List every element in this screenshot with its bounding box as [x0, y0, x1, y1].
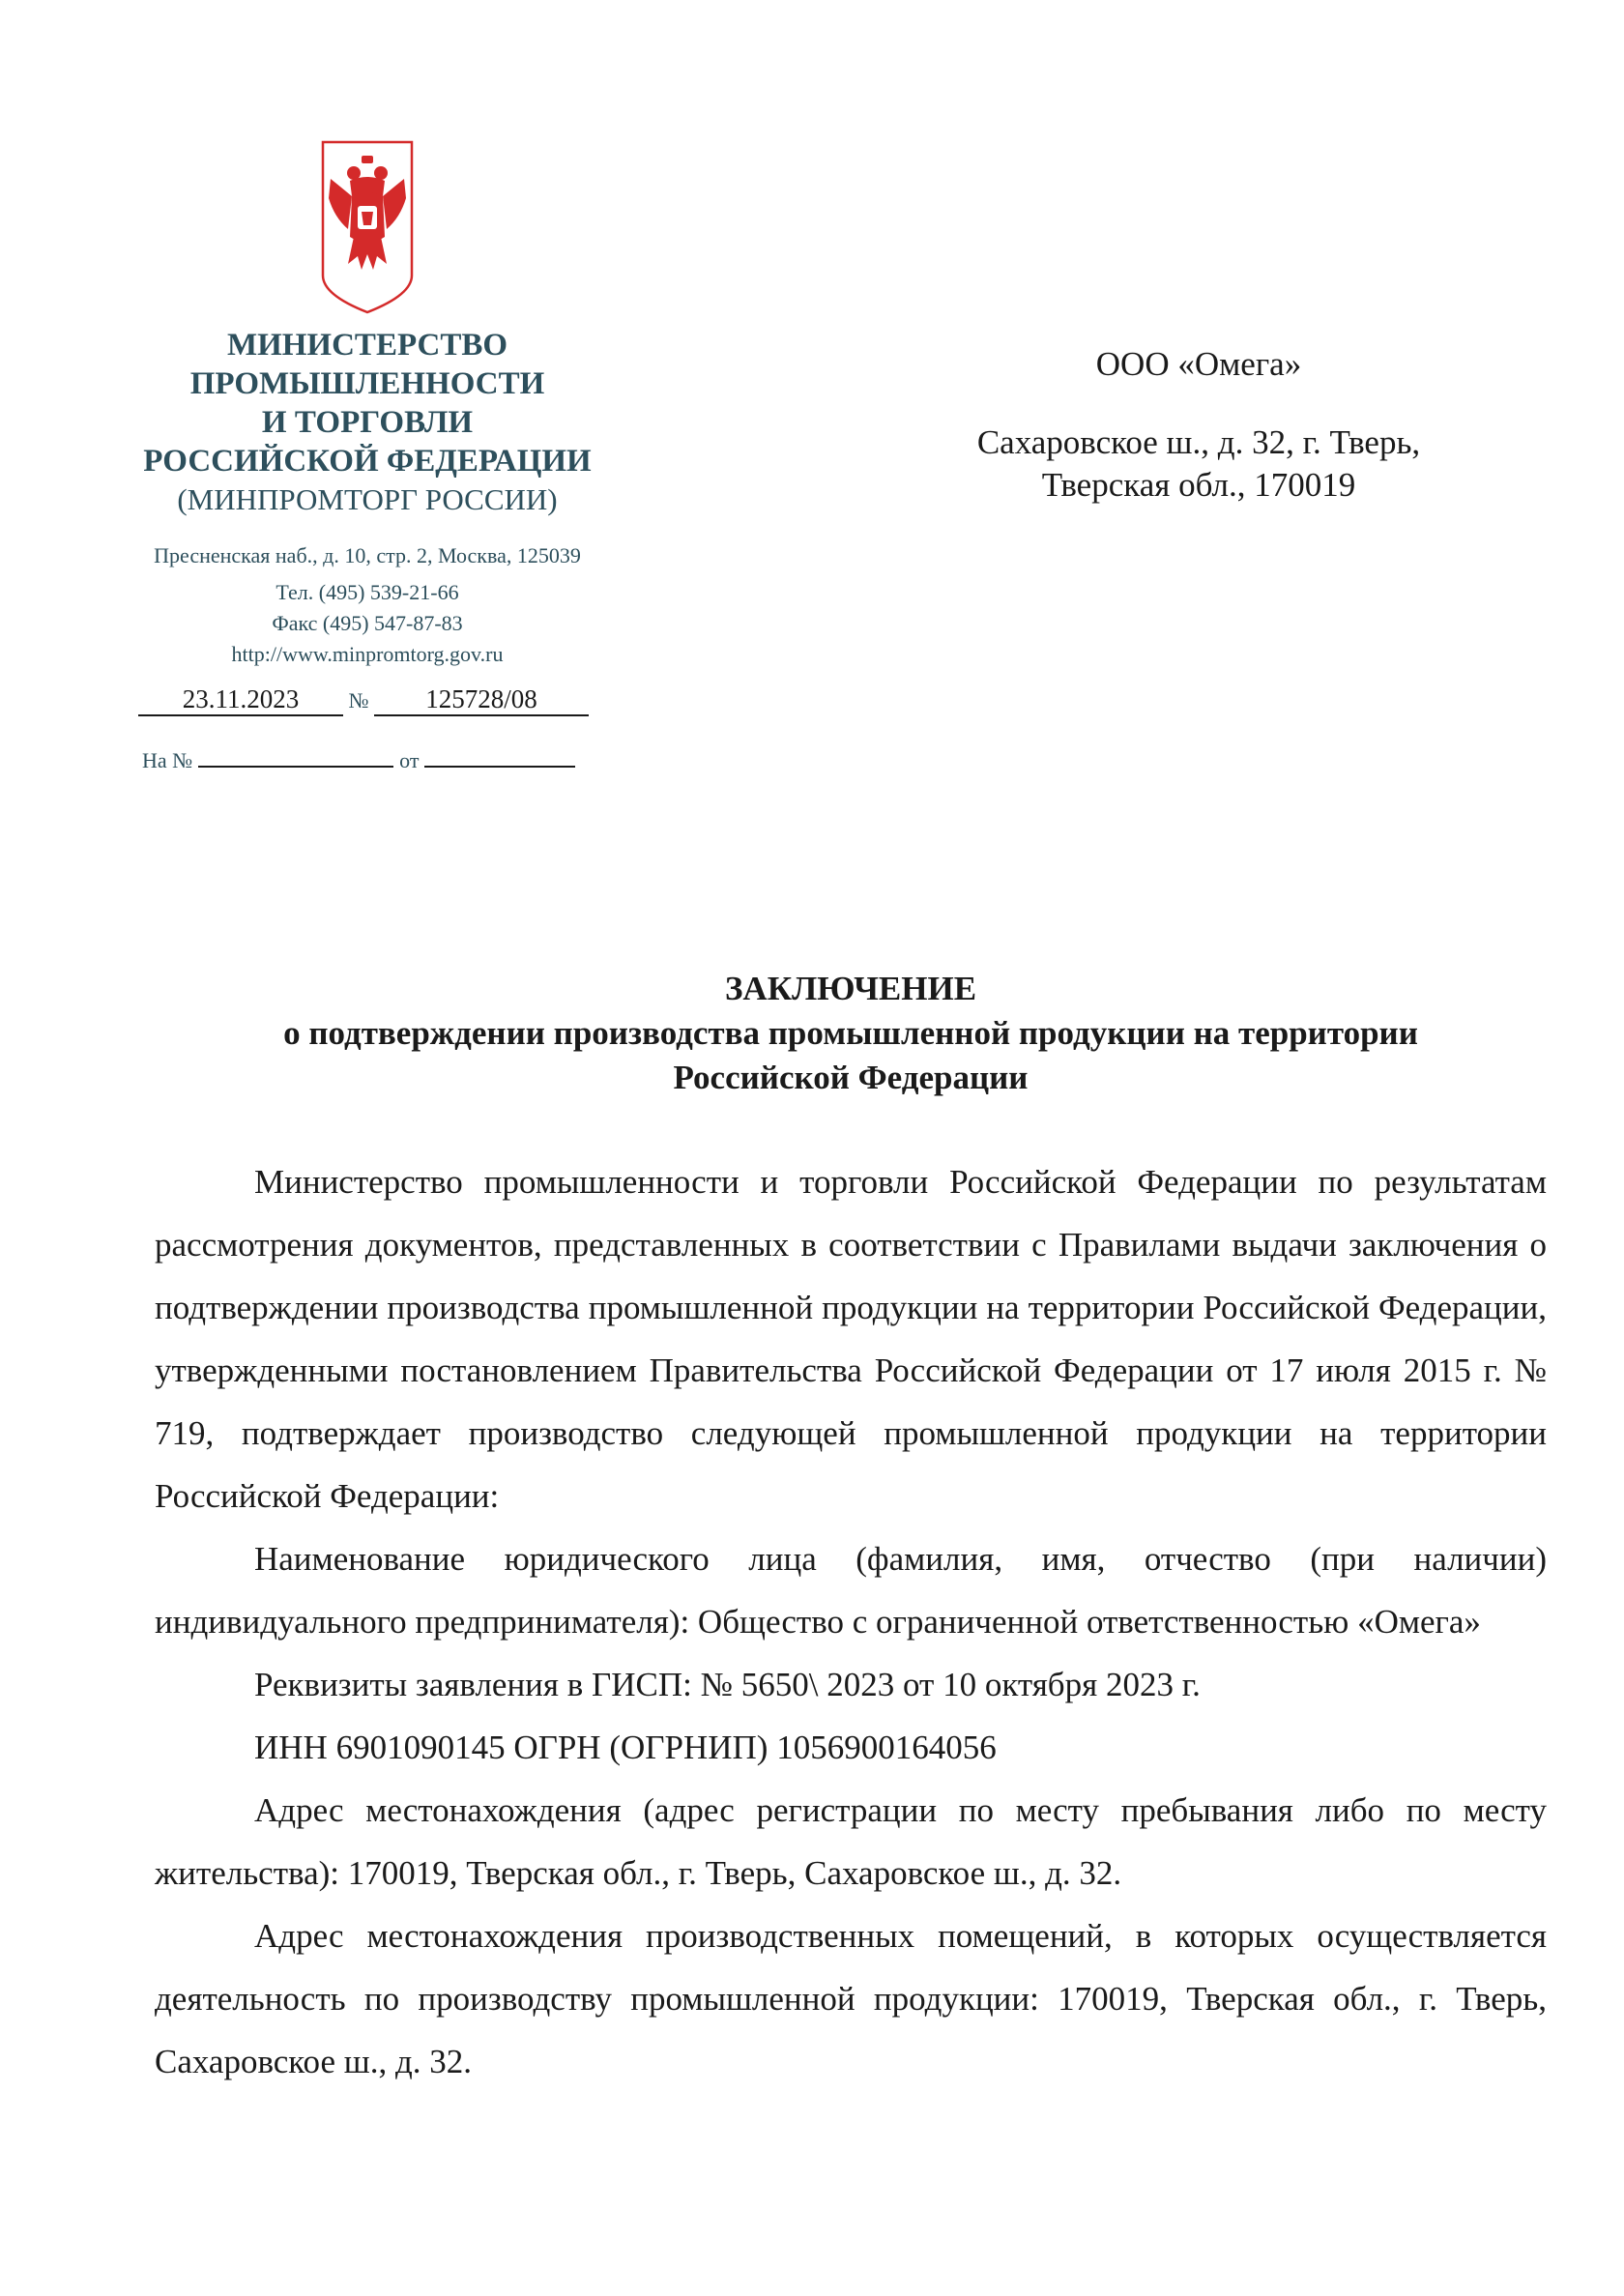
- document-body: [155, 1150, 1547, 2093]
- ministry-phone: Тел. (495) 539-21-66: [276, 580, 459, 604]
- title-subtitle: о подтверждении производства промышленной продукции на территории: [283, 1014, 1418, 1052]
- ministry-fax: Факс (495) 547-87-83: [272, 611, 463, 635]
- reference-label: На №: [142, 748, 193, 772]
- reference-from-label: от: [399, 748, 420, 772]
- recipient-name: ООО «Омега»: [1095, 345, 1302, 383]
- body-paragraph: Реквизиты заявления в ГИСП: № 5650\ 2023 от 10 октября 2023 г.: [254, 1666, 1201, 1703]
- reference-line: [142, 744, 575, 773]
- ministry-line: МИНИСТЕРСТВО: [226, 328, 508, 363]
- document-number: 125728/08: [374, 684, 589, 716]
- ministry-short-name: (МИНПРОМТОРГ РОССИИ): [177, 482, 558, 516]
- recipient-block: [909, 343, 1489, 507]
- recipient-address-line: Тверская обл., 170019: [1041, 466, 1356, 504]
- ministry-website: http://www.minpromtorg.gov.ru: [231, 642, 504, 666]
- ministry-name: [97, 326, 638, 519]
- body-paragraph: ИНН 6901090145 ОГРН (ОГРНИП) 1056900164056: [254, 1729, 997, 1766]
- reference-number-blank: [198, 744, 393, 768]
- letterhead: [97, 140, 638, 670]
- ministry-line: РОССИЙСКОЙ ФЕДЕРАЦИИ: [143, 444, 592, 479]
- document-title: [155, 967, 1547, 1100]
- recipient-address-line: Сахаровское ш., д. 32, г. Тверь,: [976, 423, 1421, 461]
- title-subtitle: Российской Федерации: [673, 1059, 1029, 1096]
- body-paragraph: Наименование юридического лица (фамилия, имя, отчество (при наличии) индивидуального предпринимателя): Общество с ограниченной ответственностью «Омега»: [155, 1540, 1547, 1641]
- registration-line: [138, 684, 589, 716]
- ministry-line: ПРОМЫШЛЕННОСТИ: [189, 366, 545, 401]
- ministry-contacts: [97, 540, 638, 670]
- reference-date-blank: [424, 744, 575, 768]
- title-main: ЗАКЛЮЧЕНИЕ: [724, 970, 977, 1007]
- number-label: №: [348, 688, 369, 712]
- body-paragraph: Адрес местонахождения (адрес регистрации по месту пребывания либо по месту жительства): 170019, Тверская обл., г. Тверь, Сахаровское ш., д. 32.: [155, 1791, 1547, 1892]
- document-date: 23.11.2023: [138, 684, 343, 716]
- ministry-line: И ТОРГОВЛИ: [261, 405, 474, 440]
- russian-coat-of-arms-icon: [319, 140, 416, 314]
- body-paragraph: Адрес местонахождения производственных помещений, в которых осуществляется деятельность по производству промышленной продукции: 170019, Тверская обл., г. Тверь, Сахаровское ш., д. 32.: [155, 1917, 1547, 2080]
- ministry-address: Пресненская наб., д. 10, стр. 2, Москва, 125039: [154, 543, 581, 567]
- body-paragraph: Министерство промышленности и торговли Российской Федерации по результатам рассмотрения документов, представленных в соответствии с Правилами выдачи заключения о подтверждении производства промышленной продукции на территории Российской Федерации, утвержденными постановлением Правительства Российской Федерации от 17 июля 2015 г. № 719, подтверждает производство следующей промышленной продукции на территории Российской Федерации:: [155, 1163, 1547, 1515]
